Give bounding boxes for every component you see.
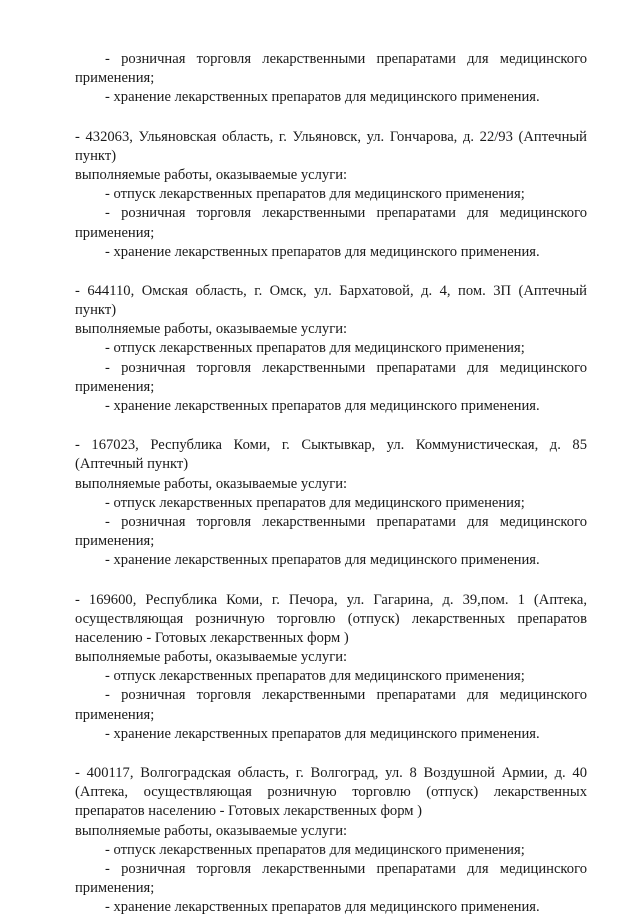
services-header: выполняемые работы, оказываемые услуги:	[75, 649, 348, 666]
address-entry	[75, 282, 587, 416]
storage-line: - хранение лекарственных препаратов для медицинского применения.	[105, 552, 540, 569]
storage-line: - хранение лекарственных препаратов для медицинского применения.	[105, 243, 540, 260]
services-header: выполняемые работы, оказываемые услуги:	[75, 321, 348, 338]
address-entry	[75, 436, 587, 570]
dispensing-line: - отпуск лекарственных препаратов для медицинского применения;	[105, 841, 525, 858]
address-line: - 432063, Ульяновская область, г. Ульяновск, ул. Гончарова, д. 22/93 (Аптечный	[75, 128, 587, 145]
services-header: выполняемые работы, оказываемые услуги:	[75, 475, 348, 492]
retail-trade-line: - розничная торговля лекарственными препаратами для медицинского	[105, 51, 587, 67]
dispensing-line: - отпуск лекарственных препаратов для медицинского применения;	[105, 186, 525, 203]
retail-trade-line: - розничная торговля лекарственными препаратами для медицинского	[105, 205, 587, 222]
document-page	[75, 50, 587, 918]
retail-trade-line: - розничная торговля лекарственными препаратами для медицинского	[105, 860, 587, 877]
address-line: препаратов населению - Готовых лекарственных форм )	[75, 803, 423, 820]
address-entry	[75, 128, 587, 262]
retail-trade-line-cont: применения;	[75, 224, 155, 241]
address-entry	[75, 591, 587, 745]
storage-line: - хранение лекарственных препаратов для медицинского применения.	[105, 725, 540, 742]
retail-trade-line: - розничная торговля лекарственными препаратами для медицинского	[105, 687, 587, 704]
retail-trade-line: - розничная торговля лекарственными препаратами для медицинского	[105, 359, 587, 376]
storage-line: - хранение лекарственных препаратов для медицинского применения.	[105, 89, 540, 106]
retail-trade-line-cont: применения;	[75, 533, 155, 550]
address-line: (Аптека, осуществляющая розничную торговлю (отпуск) лекарственных	[75, 784, 587, 801]
dispensing-line: - отпуск лекарственных препаратов для медицинского применения;	[105, 668, 525, 685]
retail-trade-line-cont: применения;	[75, 880, 155, 897]
storage-line: - хранение лекарственных препаратов для медицинского применения.	[105, 899, 540, 916]
top-fragment	[75, 50, 587, 108]
address-line: - 167023, Республика Коми, г. Сыктывкар, ул. Коммунистическая, д. 85	[75, 437, 587, 454]
retail-trade-line-cont: применения;	[75, 70, 155, 87]
address-line: - 400117, Волгоградская область, г. Волгоград, ул. 8 Воздушной Армии, д. 40	[75, 765, 587, 781]
address-line: осуществляющая розничную торговлю (отпуск) лекарственных препаратов	[75, 610, 587, 627]
services-header: выполняемые работы, оказываемые услуги:	[75, 166, 348, 183]
retail-trade-line-cont: применения;	[75, 378, 155, 395]
address-line: - 644110, Омская область, г. Омск, ул. Бархатовой, д. 4, пом. 3П (Аптечный	[75, 282, 587, 299]
dispensing-line: - отпуск лекарственных препаратов для медицинского применения;	[105, 340, 525, 357]
address-line: населению - Готовых лекарственных форм )	[75, 629, 349, 646]
retail-trade-line: - розничная торговля лекарственными препаратами для медицинского	[105, 513, 587, 530]
storage-line: - хранение лекарственных препаратов для медицинского применения.	[105, 398, 540, 414]
address-line: пункт)	[75, 147, 117, 164]
services-header: выполняемые работы, оказываемые услуги:	[75, 822, 348, 839]
retail-trade-line-cont: применения;	[75, 706, 155, 723]
address-line: (Аптечный пункт)	[75, 456, 189, 473]
address-entry	[75, 764, 587, 918]
address-line: - 169600, Республика Коми, г. Печора, ул. Гагарина, д. 39,пом. 1 (Аптека,	[75, 591, 587, 608]
dispensing-line: - отпуск лекарственных препаратов для медицинского применения;	[105, 494, 525, 511]
address-line: пункт)	[75, 302, 117, 319]
